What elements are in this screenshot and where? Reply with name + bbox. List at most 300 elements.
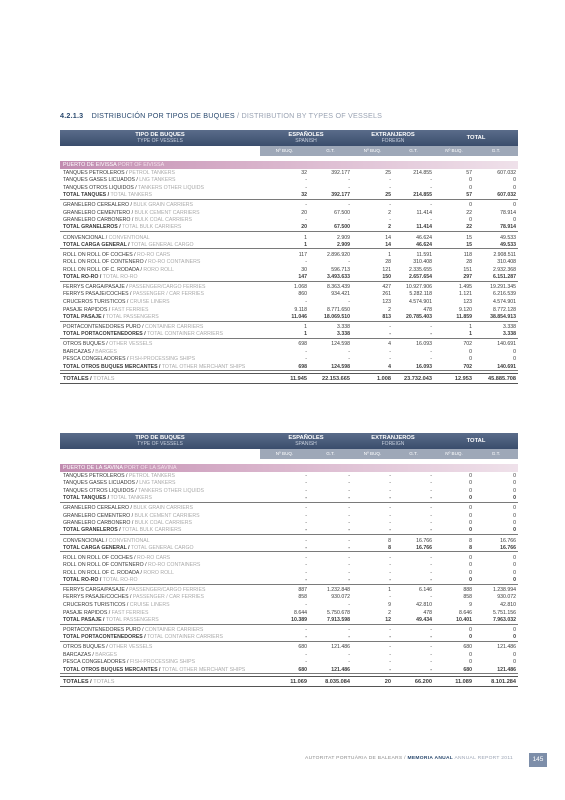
spanish-gt-cell: - xyxy=(309,634,352,642)
spanish-gt-cell: - xyxy=(309,577,352,585)
total-gt-cell: 140.691 xyxy=(474,363,518,371)
table-row xyxy=(60,338,518,348)
row-label: PASAJE RAPIDOS / FAST FERRIES xyxy=(63,306,149,313)
foreign-count-cell: 9 xyxy=(388,602,392,609)
spanish-count-cell: 8.644 xyxy=(294,609,307,616)
total-count-cell: 680 xyxy=(434,641,474,651)
spanish-gt-cell: - xyxy=(348,520,351,527)
total-gt-cell: 16.766 xyxy=(474,544,518,552)
spanish-count-cell: 887 xyxy=(260,584,309,594)
foreign-count-cell: - xyxy=(389,348,392,355)
row-label-en: FISH-PROCESSING SHIPS xyxy=(129,356,196,363)
foreign-gt-cell: 46.624 xyxy=(393,232,434,242)
foreign-gt-cell: - xyxy=(430,487,433,494)
foreign-count-cell: 2 xyxy=(352,224,393,232)
total-count-cell: 702 xyxy=(434,338,474,348)
row-label-en: CRUISE LINERS xyxy=(129,602,170,609)
total-gt-cell: 0 xyxy=(474,527,518,535)
total-count-cell: 0 xyxy=(469,562,473,569)
total-count-cell: 0 xyxy=(434,495,474,503)
spanish-count-cell: 1.068 xyxy=(260,281,309,291)
row-label-en: CONVENTIONAL xyxy=(108,537,150,544)
foreign-count-cell: - xyxy=(352,666,393,674)
spanish-gt-cell: 1.232.848 xyxy=(309,584,352,594)
foreign-gt-cell: 11.414 xyxy=(393,224,434,232)
foreign-gt-cell: 42.810 xyxy=(416,602,433,609)
subheader-gt: G.T. xyxy=(309,146,352,156)
subheader-num: Nº BUQ. xyxy=(352,449,393,459)
subheader-gt: G.T. xyxy=(474,449,518,459)
grand-spanish-gt-cell: 22.153.665 xyxy=(309,374,352,384)
row-label-en: TOTAL PASSENGERS xyxy=(105,313,159,320)
table-row xyxy=(60,199,518,209)
row-label-es: TOTAL CARGA GENERAL xyxy=(63,544,127,551)
total-count-cell: 1 xyxy=(434,321,474,331)
spanish-count-cell: - xyxy=(260,544,309,552)
total-gt-cell: 7.963.032 xyxy=(474,617,518,625)
row-label-es: GRANELERO CEREALERO xyxy=(63,202,130,209)
spanish-count-cell: - xyxy=(305,259,307,266)
spanish-gt-cell: 3.338 xyxy=(309,321,352,331)
row-label: PORTACONTENEDORES PURO / CONTAINER CARRIERS xyxy=(60,321,260,331)
foreign-gt-cell: 6.146 xyxy=(393,584,434,594)
spanish-count-cell: 9.118 xyxy=(294,306,307,313)
row-label-es: TOTAL GRANELEROS xyxy=(63,224,118,231)
row-label-en: RO-RO CARS xyxy=(137,251,171,258)
total-count-cell: 0 xyxy=(469,651,473,658)
foreign-count-cell: 2 xyxy=(388,609,392,616)
row-label-es: ROLL ON ROLL OF COCHES xyxy=(63,554,133,561)
foreign-gt-cell: - xyxy=(393,527,434,535)
spanish-gt-cell: 124.598 xyxy=(309,338,352,348)
row-label: CRUCEROS TURISTICOS / CRUISE LINERS xyxy=(63,602,170,609)
row-label-es: CONVENCIONAL xyxy=(63,537,105,544)
row-label-en: BULK CEMENT CARRIERS xyxy=(134,209,200,216)
foreign-count-cell: 25 xyxy=(352,192,393,200)
grand-total-gt-cell: 8.101.284 xyxy=(474,677,518,687)
row-label-es: FERRYS CARGA/PASAJE xyxy=(63,284,125,291)
total-gt-cell: 0 xyxy=(513,520,517,527)
row-label: TANQUES GASES LICUADOS / LNG TANKERS xyxy=(63,177,176,184)
header-foreign-label: EXTRANJEROS xyxy=(371,131,415,138)
total-gt-cell: 0 xyxy=(513,348,517,355)
spanish-gt-cell: - xyxy=(348,184,351,191)
row-label: TOTAL GRANELEROS / TOTAL BULK CARRIERS xyxy=(60,224,260,232)
row-label-es: TOTAL PORTACONTENEDORES xyxy=(63,634,143,641)
total-row xyxy=(60,331,518,339)
spanish-count-cell: - xyxy=(260,495,309,503)
port-name xyxy=(60,464,518,472)
spanish-count-cell: - xyxy=(260,527,309,535)
grand-total-row xyxy=(60,677,518,687)
spanish-count-cell: 10.389 xyxy=(260,617,309,625)
foreign-gt-cell: - xyxy=(430,480,433,487)
spanish-count-cell: - xyxy=(305,569,307,576)
total-gt-cell: 607.032 xyxy=(497,169,517,176)
total-count-cell: 22 xyxy=(466,209,473,216)
spanish-count-cell: - xyxy=(260,634,309,642)
row-label-es: PORTACONTENEDORES PURO xyxy=(63,627,141,634)
row-label-es: PASAJE RAPIDOS xyxy=(63,306,108,313)
foreign-gt-cell: - xyxy=(430,356,433,363)
row-label: TOTAL RO-RO / TOTAL RO-RO xyxy=(60,274,260,282)
foreign-count-cell: - xyxy=(389,177,392,184)
header-type-label: TIPO DE BUQUES xyxy=(135,131,185,138)
row-label: TANQUES PETROLEROS / PETROL TANKERS xyxy=(63,169,175,176)
header-total-label: TOTAL xyxy=(466,134,486,141)
total-gt-cell: 4.574.901 xyxy=(492,299,517,306)
grand-total-label-es: TOTALES xyxy=(63,375,89,382)
foreign-count-cell: - xyxy=(352,495,393,503)
spanish-count-cell: 30 xyxy=(301,266,307,273)
total-count-cell: 151 xyxy=(463,266,473,273)
table-row xyxy=(60,487,518,495)
table-row xyxy=(60,609,518,617)
subheader-row xyxy=(60,146,518,156)
row-label-es: TOTAL GRANELEROS xyxy=(63,527,118,534)
row-label-en: FAST FERRIES xyxy=(111,609,149,616)
spanish-count-cell: - xyxy=(305,348,307,355)
grand-foreign-count-cell: 20 xyxy=(352,677,393,687)
row-label: TANQUES GASES LICUADOS / LNG TANKERS xyxy=(63,480,176,487)
row-label-en: TOTAL GENERAL CARGO xyxy=(131,544,194,551)
row-label-en: PETROL TANKERS xyxy=(128,472,175,479)
foreign-gt-cell: 16.093 xyxy=(393,363,434,371)
spanish-gt-cell: 934.421 xyxy=(331,291,351,298)
foreign-gt-cell: 478 xyxy=(423,609,433,616)
total-count-cell: 0 xyxy=(469,177,473,184)
total-gt-cell: 0 xyxy=(474,552,518,562)
subheader-num: Nº BUQ. xyxy=(352,146,393,156)
foreign-gt-cell: 20.785.403 xyxy=(393,314,434,322)
row-label: TOTAL CARGA GENERAL / TOTAL GENERAL CARGO xyxy=(60,241,260,249)
table-row xyxy=(60,569,518,577)
spanish-gt-cell: 121.486 xyxy=(309,641,352,651)
table-row xyxy=(60,249,518,259)
section-title-en: / DISTRIBUTION BY TYPES OF VESSELS xyxy=(237,111,383,120)
spanish-count-cell: 680 xyxy=(260,641,309,651)
total-count-cell: 57 xyxy=(466,169,473,176)
row-label-en: PASSENGER / CAR FERRIES xyxy=(132,291,204,298)
row-label-es: TOTAL TANQUES xyxy=(63,192,107,199)
spanish-count-cell: - xyxy=(305,480,307,487)
row-label: TOTAL PORTACONTENEDORES / TOTAL CONTAINER CARRIERS xyxy=(60,331,260,339)
spanish-gt-cell: - xyxy=(309,199,352,209)
row-label: GRANELERO CEREALERO / BULK GRAIN CARRIERS xyxy=(60,199,260,209)
foreign-gt-cell: - xyxy=(430,659,433,666)
spanish-count-cell: - xyxy=(305,602,307,609)
foreign-gt-cell: - xyxy=(393,634,434,642)
table-row xyxy=(60,602,518,610)
spanish-count-cell: 20 xyxy=(260,224,309,232)
grand-total-count-cell: 11.089 xyxy=(434,677,474,687)
spanish-gt-cell: - xyxy=(348,356,351,363)
row-label-en: RO-RO CARS xyxy=(137,554,171,561)
total-gt-cell: 0 xyxy=(513,651,517,658)
total-count-cell: 858 xyxy=(463,594,473,601)
total-count-cell: 0 xyxy=(434,199,474,209)
total-gt-cell: 0 xyxy=(513,177,517,184)
row-label: TANQUES OTROS LIQUIDOS / TANKERS OTHER LIQUIDS xyxy=(63,487,204,494)
footer-report-en: ANNUAL REPORT 2011 xyxy=(454,756,513,761)
total-gt-cell: 0 xyxy=(513,356,517,363)
foreign-gt-cell: - xyxy=(430,651,433,658)
row-label: TOTAL OTROS BUQUES MERCANTES / TOTAL OTHER MERCHANT SHIPS xyxy=(60,666,260,674)
header-type-label-en: TYPE OF VESSELS xyxy=(137,441,183,447)
port-name-en: PORT OF EIVISSA xyxy=(117,161,165,168)
spanish-gt-cell: 67.500 xyxy=(334,209,351,216)
total-row xyxy=(60,314,518,322)
spanish-count-cell: - xyxy=(260,577,309,585)
spanish-count-cell: 860 xyxy=(298,291,307,298)
total-row xyxy=(60,241,518,249)
subheader-num: Nº BUQ. xyxy=(260,449,309,459)
total-count-cell: 10.401 xyxy=(434,617,474,625)
spanish-count-cell: - xyxy=(305,299,307,306)
row-label-es: TANQUES OTROS LIQUIDOS xyxy=(63,184,134,191)
spanish-gt-cell: 2.896.920 xyxy=(309,249,352,259)
foreign-gt-cell: - xyxy=(430,594,433,601)
spanish-gt-cell: - xyxy=(309,552,352,562)
foreign-gt-cell: - xyxy=(430,177,433,184)
spanish-gt-cell: 5.750.678 xyxy=(326,609,351,616)
total-count-cell: 0 xyxy=(469,512,473,519)
row-label-es: TOTAL PASAJE xyxy=(63,313,102,320)
row-label-en: TOTAL OTHER MERCHANT SHIPS xyxy=(161,666,246,673)
foreign-count-cell: - xyxy=(352,641,393,651)
row-label-en: TOTAL BULK CARRIERS xyxy=(122,527,182,534)
foreign-count-cell: 8 xyxy=(352,544,393,552)
total-gt-cell: 0 xyxy=(474,624,518,634)
row-label-en: BULK CEMENT CARRIERS xyxy=(134,512,200,519)
row-label-es: FERRYS PASAJE/COCHES xyxy=(63,594,129,601)
total-row xyxy=(60,577,518,585)
total-row xyxy=(60,666,518,674)
foreign-gt-cell: 2.335.655 xyxy=(408,266,433,273)
row-label: TOTAL RO-RO / TOTAL RO-RO xyxy=(60,577,260,585)
foreign-count-cell: 14 xyxy=(352,232,393,242)
row-label: OTROS BUQUES / OTHER VESSELS xyxy=(60,641,260,651)
foreign-count-cell: 28 xyxy=(385,259,392,266)
foreign-count-cell: - xyxy=(352,624,393,634)
row-label-en: RORO ROLL xyxy=(143,266,174,273)
header-type xyxy=(60,130,260,146)
row-label-es: TANQUES GASES LICUADOS xyxy=(63,480,135,487)
row-label-es: OTROS BUQUES xyxy=(63,341,105,348)
spanish-gt-cell: 8.771.650 xyxy=(326,306,351,313)
row-label-en: RO-RO CONTAINERS xyxy=(147,562,201,569)
total-gt-cell: 607.032 xyxy=(474,192,518,200)
spanish-count-cell: 698 xyxy=(260,363,309,371)
spanish-count-cell: - xyxy=(305,184,307,191)
row-label-en: BULK GRAIN CARRIERS xyxy=(133,505,194,512)
table-row xyxy=(60,259,518,267)
spanish-count-cell: - xyxy=(260,552,309,562)
total-count-cell: 118 xyxy=(434,249,474,259)
foreign-count-cell: - xyxy=(389,659,392,666)
total-count-cell: 680 xyxy=(434,666,474,674)
spanish-gt-cell: 124.598 xyxy=(309,363,352,371)
total-count-cell: 15 xyxy=(434,241,474,249)
row-label-en: TOTAL BULK CARRIERS xyxy=(122,224,182,231)
spanish-gt-cell: - xyxy=(348,659,351,666)
foreign-count-cell: - xyxy=(389,487,392,494)
spanish-gt-cell: - xyxy=(348,651,351,658)
row-label-en: LNG TANKERS xyxy=(139,177,176,184)
row-label-en: TOTAL PASSENGERS xyxy=(105,616,159,623)
total-row xyxy=(60,527,518,535)
row-label-es: BARCAZAS xyxy=(63,651,91,658)
total-gt-cell: 16.766 xyxy=(474,535,518,545)
spanish-count-cell: - xyxy=(305,356,307,363)
table-row xyxy=(60,232,518,242)
total-gt-cell: 2.932.368 xyxy=(492,266,517,273)
foreign-count-cell: - xyxy=(352,199,393,209)
foreign-gt-cell: - xyxy=(393,624,434,634)
foreign-gt-cell: - xyxy=(393,552,434,562)
subheader-gt: G.T. xyxy=(309,449,352,459)
total-gt-cell: 6.151.287 xyxy=(474,274,518,282)
row-label: ROLL ON ROLL OF CONTENERO / RO-RO CONTAINERS xyxy=(63,259,201,266)
row-label: FERRYS CARGA/PASAJE / PASSENGER/CARGO FERRIES xyxy=(60,281,260,291)
foreign-gt-cell: - xyxy=(430,562,433,569)
foreign-count-cell: - xyxy=(352,577,393,585)
foreign-gt-cell: - xyxy=(393,666,434,674)
total-row xyxy=(60,617,518,625)
row-label-es: FERRYS PASAJE/COCHES xyxy=(63,291,129,298)
table-row xyxy=(60,209,518,217)
total-count-cell: 0 xyxy=(434,577,474,585)
row-label: ROLL ON ROLL OF CONTENERO / RO-RO CONTAINERS xyxy=(63,562,201,569)
row-label-es: GRANELERO CEREALERO xyxy=(63,505,130,512)
spanish-gt-cell: - xyxy=(309,527,352,535)
row-label-en: OTHER VESSELS xyxy=(109,644,153,651)
foreign-count-cell: 1 xyxy=(352,584,393,594)
row-label-en: TOTAL RO-RO xyxy=(102,274,138,281)
row-label: CONVENCIONAL / CONVENTIONAL xyxy=(60,535,260,545)
row-label: TOTAL PASAJE / TOTAL PASSENGERS xyxy=(60,617,260,625)
total-gt-cell: 6.216.539 xyxy=(492,291,517,298)
row-label-es: PESCA CONGELADORES xyxy=(63,659,126,666)
header-row xyxy=(60,130,518,146)
total-gt-cell: 49.533 xyxy=(474,232,518,242)
row-label-en: TOTAL TANKERS xyxy=(110,495,152,502)
total-gt-cell: 310.408 xyxy=(497,259,517,266)
table-row xyxy=(60,659,518,667)
total-gt-cell: 0 xyxy=(513,659,517,666)
header-row xyxy=(60,433,518,449)
total-count-cell: 0 xyxy=(469,569,473,576)
foreign-count-cell: - xyxy=(389,512,392,519)
table-row xyxy=(60,177,518,185)
row-label-es: TANQUES GASES LICUADOS xyxy=(63,177,135,184)
foreign-count-cell: 25 xyxy=(385,169,392,176)
row-label-es: TOTAL TANQUES xyxy=(63,495,107,502)
foreign-count-cell: 813 xyxy=(352,314,393,322)
section-heading xyxy=(60,111,382,120)
foreign-gt-cell: 16.766 xyxy=(393,535,434,545)
total-gt-cell: 1.238.994 xyxy=(474,584,518,594)
spanish-gt-cell: - xyxy=(348,177,351,184)
foreign-count-cell: - xyxy=(389,472,392,479)
spanish-gt-cell: 596.713 xyxy=(331,266,351,273)
table-row xyxy=(60,217,518,225)
total-gt-cell: 42.810 xyxy=(500,602,517,609)
spanish-gt-cell: - xyxy=(348,299,351,306)
subheader-row xyxy=(60,449,518,459)
spanish-count-cell: - xyxy=(260,624,309,634)
row-label: TOTAL OTROS BUQUES MERCANTES / TOTAL OTHER MERCHANT SHIPS xyxy=(60,363,260,371)
table-row xyxy=(60,169,518,177)
total-gt-cell: 3.338 xyxy=(474,321,518,331)
spanish-gt-cell: - xyxy=(309,495,352,503)
total-count-cell: 1.495 xyxy=(434,281,474,291)
total-gt-cell: 38.854.913 xyxy=(474,314,518,322)
row-label: ROLL ON ROLL OF COCHES / RO-RO CARS xyxy=(60,552,260,562)
row-label: PESCA CONGELADORES / FISH-PROCESSING SHIPS xyxy=(63,356,196,363)
foreign-gt-cell: - xyxy=(430,184,433,191)
row-label-es: ROLL ON ROLL OF C. RODADA xyxy=(63,266,140,273)
foreign-gt-cell: - xyxy=(393,502,434,512)
header-spanish-label: ESPAÑOLES xyxy=(288,131,324,138)
spanish-count-cell: 858 xyxy=(298,594,307,601)
row-label: FERRYS PASAJE/COCHES / PASSENGER / CAR FERRIES xyxy=(63,291,204,298)
row-label-en: PETROL TANKERS xyxy=(128,169,175,176)
total-count-cell: 0 xyxy=(434,502,474,512)
spanish-count-cell: 11.046 xyxy=(260,314,309,322)
foreign-count-cell: - xyxy=(352,552,393,562)
table-row xyxy=(60,562,518,570)
spanish-gt-cell: 392.177 xyxy=(309,192,352,200)
table-row xyxy=(60,584,518,594)
page-number: 145 xyxy=(529,753,547,767)
total-count-cell: 0 xyxy=(469,184,473,191)
row-label: PESCA CONGELADORES / FISH-PROCESSING SHIPS xyxy=(63,659,196,666)
subheader-num: Nº BUQ. xyxy=(260,146,309,156)
page-footer xyxy=(0,753,565,767)
spanish-count-cell: - xyxy=(260,199,309,209)
row-label-es: TANQUES PETROLEROS xyxy=(63,472,125,479)
foreign-gt-cell: - xyxy=(430,348,433,355)
spanish-gt-cell: 3.338 xyxy=(309,331,352,339)
port-row xyxy=(60,464,518,472)
total-gt-cell: 140.691 xyxy=(474,338,518,348)
footer-text xyxy=(305,756,513,761)
foreign-count-cell: - xyxy=(389,184,392,191)
spanish-count-cell: 32 xyxy=(260,192,309,200)
total-gt-cell: 2.908.511 xyxy=(474,249,518,259)
table-row xyxy=(60,348,518,356)
total-count-cell: 1 xyxy=(434,331,474,339)
table-row xyxy=(60,480,518,488)
total-gt-cell: 0 xyxy=(474,502,518,512)
row-label: TOTAL TANQUES / TOTAL TANKERS xyxy=(60,495,260,503)
header-spanish-label-en: SPANISH xyxy=(295,441,317,447)
total-row xyxy=(60,634,518,642)
grand-total-label: TOTALES / TOTALS xyxy=(60,374,260,384)
row-label-en: TOTAL CONTAINER CARRIERS xyxy=(147,634,223,641)
spanish-count-cell: 1 xyxy=(260,241,309,249)
table-row xyxy=(60,502,518,512)
row-label: PORTACONTENEDORES PURO / CONTAINER CARRIERS xyxy=(60,624,260,634)
port-name-es: PUERTO DE LA SAVINA xyxy=(63,464,123,471)
total-gt-cell: 121.486 xyxy=(474,641,518,651)
foreign-gt-cell: - xyxy=(393,495,434,503)
spanish-count-cell: - xyxy=(305,487,307,494)
total-gt-cell: 0 xyxy=(513,217,517,224)
row-label-en: CRUISE LINERS xyxy=(129,299,170,306)
total-count-cell: 0 xyxy=(469,348,473,355)
